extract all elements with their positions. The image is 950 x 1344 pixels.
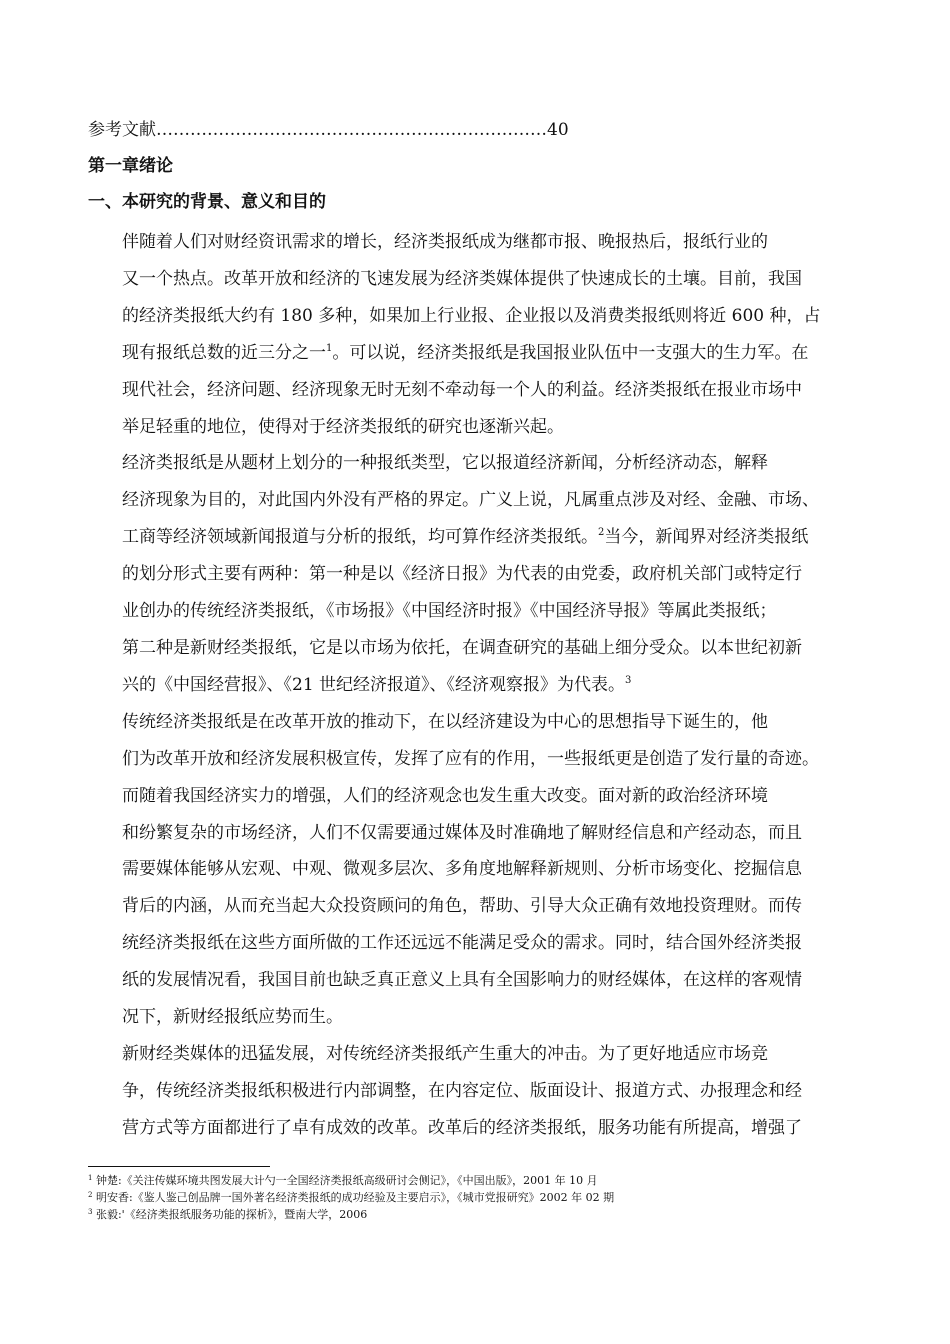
text-line: 的划分形式主要有两种：第一种是以《经济日报》为代表的由党委，政府机关部门或特定行	[122, 564, 802, 585]
text-line: 营方式等方面都进行了卓有成效的改革。改革后的经济类报纸，服务功能有所提高，增强了	[122, 1117, 802, 1138]
paragraph	[88, 704, 864, 778]
text-segment: 当今，新闻界对经济类报纸	[604, 527, 809, 548]
toc-entry-references[interactable]	[88, 118, 569, 142]
text-line: 需要媒体能够从宏观、中观、微观多层次、多角度地解释新规则、分析市场变化、挖掘信息	[122, 859, 802, 880]
chapter-title: 第一章绪论	[88, 156, 173, 176]
text-line: 的经济类报纸大约有 180 多种，如果加上行业报、企业报以及消费类报纸则将近 600 种，占	[122, 305, 821, 326]
text-line: 们为改革开放和经济发展积极宣传，发挥了应有的作用，一些报纸更是创造了发行量的奇迹。	[122, 748, 819, 769]
section-title: 一、本研究的背景、意义和目的	[88, 192, 326, 212]
text-line: 纸的发展情况看，我国目前也缺乏真正意义上具有全国影响力的财经媒体，在这样的客观情	[122, 970, 802, 991]
footnote-ref-3[interactable]: 3	[625, 674, 632, 686]
text-line: 而随着我国经济实力的增强，人们的经济观念也发生重大改变。面对新的政治经济环境	[122, 785, 768, 806]
text-line: 况下，新财经报纸应势而生。	[122, 1007, 343, 1028]
body-text	[88, 224, 864, 1147]
paragraph	[88, 224, 864, 445]
footnote	[88, 1172, 868, 1189]
text-line: 新财经类媒体的迅猛发展，对传统经济类报纸产生重大的冲击。为了更好地适应市场竞	[122, 1043, 768, 1064]
footnote-number: 3	[88, 1208, 93, 1216]
paragraph	[88, 778, 864, 1036]
text-line: 举足轻重的地位，使得对于经济类报纸的研究也逐渐兴起。	[122, 416, 564, 437]
text-line: 现代社会，经济问题、经济现象无时无刻不牵动每一个人的利益。经济类报纸在报业市场中	[122, 379, 802, 400]
text-segment: 工商等经济领域新闻报道与分析的报纸，均可算作经济类报纸。	[122, 527, 598, 548]
footnote-text: 明安香:《鉴人鉴己创品牌一国外著名经济类报纸的成功经验及主要启示》，《城市党报研究》2002 年 02 期	[95, 1191, 615, 1204]
text-line: 传统经济类报纸是在改革开放的推动下，在以经济建设为中心的思想指导下诞生的，他	[122, 711, 768, 732]
text-segment: 现有报纸总数的近三分之一	[122, 342, 326, 363]
text-line: 争，传统经济类报纸积极进行内部调整，在内容定位、版面设计、报道方式、办报理念和经	[122, 1080, 802, 1101]
text-segment: 兴的《中国经营报》、《21 世纪经济报道》、《经济观察报》为代表。	[122, 674, 626, 695]
footnote-text: 钟楚:《关注传媒环境共图发展大计勺一全国经济类报纸高级研讨会侧记》，《中国出版》，2001 年 10 月	[95, 1174, 598, 1187]
footnote	[88, 1206, 868, 1223]
footnote-number: 1	[88, 1174, 93, 1182]
text-line: 经济现象为目的，对此国内外没有严格的界定。广义上说，凡属重点涉及对经、金融、市场、	[122, 490, 819, 511]
footnote-separator	[88, 1166, 270, 1167]
text-line: 又一个热点。改革开放和经济的飞速发展为经济类媒体提供了快速成长的土壤。目前，我国	[122, 268, 802, 289]
text-line: 统经济类报纸在这些方面所做的工作还远远不能满足受众的需求。同时，结合国外经济类报	[122, 933, 802, 954]
paragraph	[88, 445, 864, 703]
text-line: 第二种是新财经类报纸，它是以市场为依托，在调查研究的基础上细分受众。以本世纪初新	[122, 637, 802, 658]
text-line: 和纷繁复杂的市场经济，人们不仅需要通过媒体及时准确地了解财经信息和产经动态，而且	[122, 822, 802, 843]
footnote-ref-2[interactable]: 2	[598, 527, 605, 539]
paragraph	[88, 1036, 864, 1147]
footnote-ref-1[interactable]: 1	[326, 342, 333, 354]
footnote-text: 张毅:'《经济类报纸服务功能的探析》，暨南大学，2006	[95, 1208, 368, 1221]
text-line	[88, 667, 864, 704]
footnote-number: 2	[88, 1191, 93, 1199]
text-line: 伴随着人们对财经资讯需求的增长，经济类报纸成为继都市报、晚报热后，报纸行业的	[122, 232, 768, 252]
text-line: 经济类报纸是从题材上划分的一种报纸类型，它以报道经济新闻，分析经济动态，解释	[122, 453, 768, 474]
text-line: 业创办的传统经济类报纸，《市场报》《中国经济时报》《中国经济导报》等属此类报纸；	[122, 601, 777, 622]
footnote	[88, 1189, 868, 1206]
text-segment: 。可以说，经济类报纸是我国报业队伍中一支强大的生力军。在	[332, 342, 809, 363]
text-line	[88, 335, 864, 372]
text-line: 背后的内涵，从而充当起大众投资顾问的角色，帮助、引导大众正确有效地投资理财。而传	[122, 896, 802, 917]
text-line	[88, 519, 864, 556]
toc-page-number: 40	[547, 120, 569, 140]
toc-leader: ……………………………………………………………	[156, 120, 547, 140]
footnotes	[88, 1172, 868, 1223]
toc-label: 参考文献	[88, 120, 156, 140]
